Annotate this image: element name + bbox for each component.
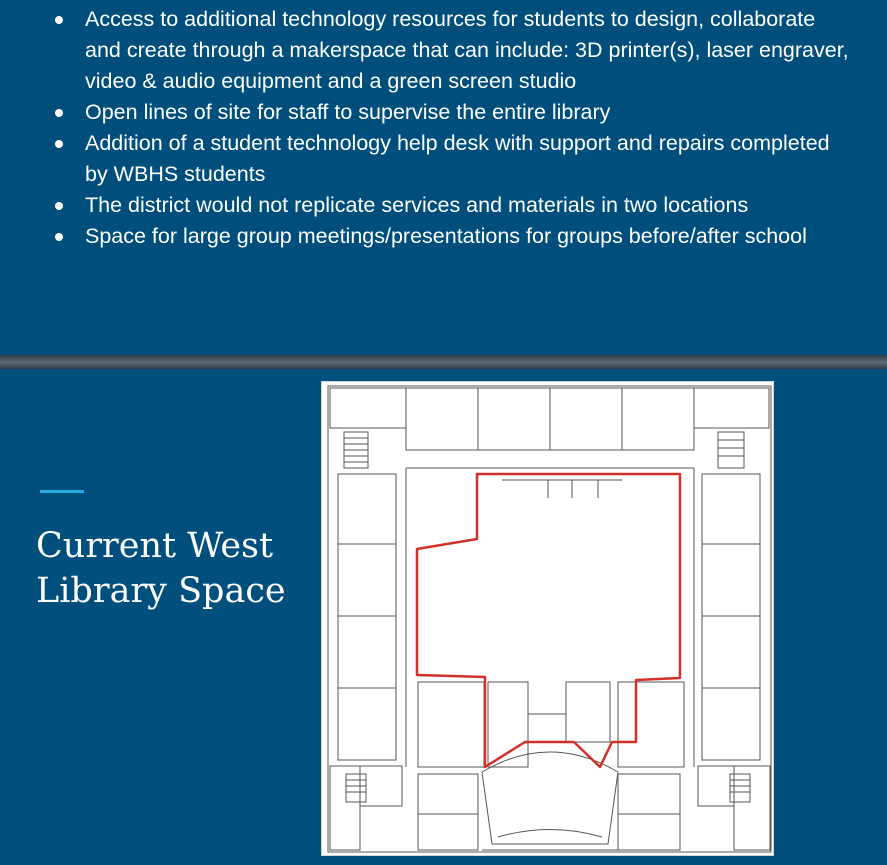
bullet-item: Addition of a student technology help desk with support and repairs completed by WBHS students: [50, 128, 850, 190]
bullet-item: Open lines of site for staff to supervise the entire library: [50, 97, 850, 128]
slide-divider: [0, 355, 887, 369]
library-outline: [417, 474, 680, 767]
floor-plan-image: [321, 381, 774, 856]
bullet-item: Access to additional technology resources for students to design, collaborate and create through a makerspace that can include: 3D printer(s), laser engraver, video & audio equipment and a green screen studio: [50, 4, 850, 97]
slide-top-section: [0, 0, 887, 355]
floor-plan-drawing: [322, 382, 773, 855]
title-accent-line: [40, 490, 84, 493]
bullet-item: Space for large group meetings/presentations for groups before/after school: [50, 221, 850, 252]
bullet-item: The district would not replicate services and materials in two locations: [50, 190, 850, 221]
bullet-list: [50, 4, 850, 252]
slide-title: Current West Library Space: [36, 526, 286, 611]
